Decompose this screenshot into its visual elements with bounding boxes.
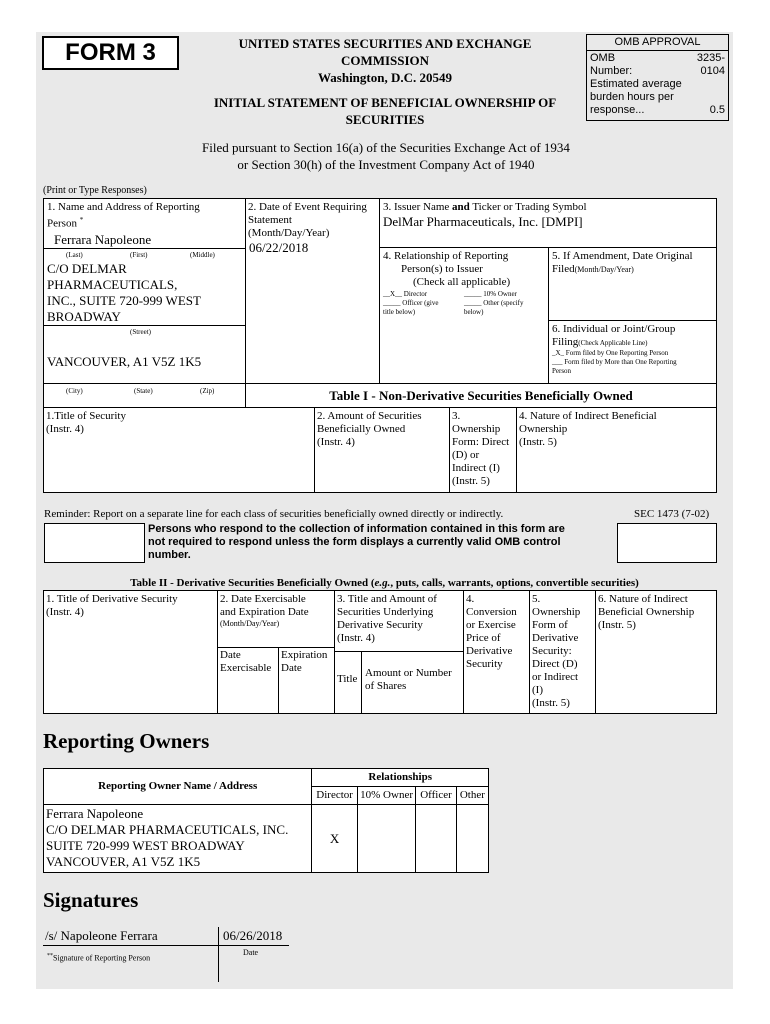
sig-label-text: Signature of Reporting Person bbox=[53, 953, 151, 963]
date-area bbox=[219, 927, 299, 982]
table1-col2-l3: (Instr. 4) bbox=[317, 436, 355, 448]
owner-ten-percent bbox=[357, 805, 416, 873]
table2-col3-l2: Securities Underlying bbox=[337, 606, 434, 618]
filed-line-2: or Section 30(h) of the Investment Company Act of 1940 bbox=[237, 157, 535, 172]
col-officer: Officer bbox=[416, 787, 456, 805]
notice-right-box bbox=[617, 523, 717, 563]
other-line-1: _____ Other (specify bbox=[464, 299, 524, 307]
table2-col5-l1: 5. bbox=[532, 593, 541, 605]
box4-label-2: Person(s) to Issuer bbox=[401, 263, 483, 275]
reporting-owners-table bbox=[43, 768, 489, 873]
owner-line-2: C/O DELMAR PHARMACEUTICALS, INC. bbox=[46, 822, 289, 837]
table2-col1 bbox=[46, 593, 178, 619]
table1-col4 bbox=[519, 410, 657, 449]
box6-filing bbox=[548, 320, 717, 384]
omb-title: OMB APPROVAL bbox=[587, 35, 728, 51]
table2-col2-l2: and Expiration Date bbox=[220, 606, 309, 618]
table2-col1-l2: (Instr. 4) bbox=[46, 606, 84, 618]
table2-col6 bbox=[598, 593, 694, 632]
table2-col4-l2: Conversion bbox=[466, 606, 517, 618]
table2-col4-l5: Derivative bbox=[466, 645, 513, 657]
col-ten-percent: 10% Owner bbox=[357, 787, 416, 805]
notice-line-2: not required to respond unless the form displays a currently valid OMB control bbox=[148, 536, 561, 548]
table2-col4 bbox=[466, 593, 517, 671]
table2-col2-small: (Month/Day/Year) bbox=[220, 619, 280, 628]
signature-value: /s/ Napoleone Ferrara bbox=[45, 928, 158, 943]
owner-line-1: Ferrara Napoleone bbox=[46, 806, 144, 821]
owner-officer bbox=[416, 805, 456, 873]
box6-option-1: _X_ Form filed by One Reporting Person bbox=[552, 349, 669, 357]
print-note: (Print or Type Responses) bbox=[43, 185, 147, 196]
box4-label-3: (Check all applicable) bbox=[413, 276, 511, 288]
box2-label-1: 2. Date of Event Requiring bbox=[248, 201, 367, 213]
table2-col5-l7: or Indirect bbox=[532, 671, 579, 683]
table2-col5-l8: (I) bbox=[532, 684, 543, 696]
form-page bbox=[36, 32, 733, 989]
sig-footnote: ** bbox=[47, 953, 53, 959]
owner-other bbox=[456, 805, 488, 873]
address-line-2: PHARMACEUTICALS, bbox=[47, 277, 178, 292]
box1-footnote: * bbox=[79, 216, 84, 224]
form-title: FORM 3 bbox=[65, 39, 156, 66]
table2-col2-l1: 2. Date Exercisable bbox=[220, 593, 306, 605]
table2-col5-l3: Form of bbox=[532, 619, 568, 631]
director-check: __X__ Director bbox=[383, 290, 428, 298]
label-city: (City) bbox=[66, 387, 83, 395]
label-state: (State) bbox=[134, 387, 153, 395]
table2-col6-l2: Beneficial Ownership bbox=[598, 606, 695, 618]
label-last: (Last) bbox=[66, 251, 83, 259]
omb-approval-box bbox=[586, 34, 729, 121]
table2-col5-l6: Direct (D) bbox=[532, 658, 578, 670]
omb-num-label: Number: bbox=[590, 65, 633, 77]
owner-row bbox=[44, 805, 489, 873]
table1-col3-l4: (D) or bbox=[452, 449, 480, 461]
col-other: Other bbox=[456, 787, 488, 805]
reporting-owners-heading: Reporting Owners bbox=[43, 729, 210, 753]
table2 bbox=[43, 590, 717, 714]
box5-label-1: 5. If Amendment, Date Original bbox=[552, 250, 693, 262]
omb-est-3: response... bbox=[590, 104, 645, 116]
omb-num-value: 0104 bbox=[700, 65, 725, 77]
officer-line-2: title below) bbox=[383, 308, 416, 316]
col-relationships: Relationships bbox=[312, 769, 489, 787]
box3-label-and: and bbox=[452, 201, 470, 213]
table2-col3-sub2-l1: Amount or Number bbox=[365, 667, 452, 679]
table2-col2-sub1 bbox=[220, 649, 271, 675]
other-line-2: below) bbox=[464, 308, 484, 316]
table1-col4-l1: 4. Nature of Indirect Beneficial bbox=[519, 410, 657, 422]
label-street: (Street) bbox=[130, 328, 151, 336]
owner-line-4: VANCOUVER, A1 V5Z 1K5 bbox=[46, 854, 201, 869]
table2-col5 bbox=[532, 593, 580, 710]
table2-col2-sub2-l2: Date bbox=[281, 662, 302, 674]
omb-number-value: 3235- bbox=[696, 52, 725, 64]
table2-col4-l1: 4. bbox=[466, 593, 475, 605]
owner-director-mark: X bbox=[312, 805, 357, 873]
box5-amendment bbox=[548, 247, 717, 321]
table2-col4-l6: Security bbox=[466, 658, 503, 670]
box1-label-2: Person bbox=[47, 217, 77, 230]
omb-est-1: Estimated average bbox=[590, 78, 682, 90]
date-label: Date bbox=[243, 948, 259, 957]
table2-col5-l5: Security: bbox=[532, 645, 572, 657]
table1-col4-l3: (Instr. 5) bbox=[519, 436, 557, 448]
box3-label-prefix: 3. Issuer Name bbox=[383, 201, 453, 213]
filed-line-1: Filed pursuant to Section 16(a) of the Securities Exchange Act of 1934 bbox=[202, 140, 570, 155]
box6-label-2: Filing bbox=[552, 336, 579, 348]
box6-option-2-a: ___ Form filed by More than One Reporting bbox=[552, 358, 677, 366]
reminder-text: Reminder: Report on a separate line for each class of securities beneficially owned directly or indirectly. bbox=[44, 508, 504, 520]
notice-left-box bbox=[44, 523, 145, 563]
table1-title: Table I - Non-Derivative Securities Beneficially Owned bbox=[245, 383, 717, 408]
table2-title-eg: e.g. bbox=[374, 577, 391, 589]
table2-col2-sub1-l2: Exercisable bbox=[220, 662, 272, 674]
officer-check bbox=[383, 299, 438, 317]
persons-notice bbox=[148, 523, 608, 562]
other-check bbox=[464, 299, 523, 317]
signature-area bbox=[43, 927, 219, 982]
table1-col4-l2: Ownership bbox=[519, 423, 568, 435]
box4-relationship bbox=[379, 247, 549, 384]
agency-line-2: COMMISSION bbox=[340, 53, 430, 68]
table2-col3-sub2-l2: of Shares bbox=[365, 680, 407, 692]
omb-est-2: burden hours per bbox=[590, 91, 674, 103]
table1-col3-l1: 3. bbox=[452, 410, 461, 422]
table2-col5-l4: Derivative bbox=[532, 632, 579, 644]
table2-col3 bbox=[337, 593, 437, 645]
table1-col3-l3: Form: Direct bbox=[452, 436, 510, 448]
address-line-3: INC., SUITE 720-999 WEST bbox=[47, 293, 201, 308]
box2-label-2: Statement bbox=[248, 214, 292, 226]
table1-col3 bbox=[452, 410, 509, 488]
box2-label-3: (Month/Day/Year) bbox=[248, 227, 330, 239]
table2-title bbox=[36, 577, 733, 590]
table2-col6-l1: 6. Nature of Indirect bbox=[598, 593, 688, 605]
owner-line-3: SUITE 720-999 WEST BROADWAY bbox=[46, 838, 245, 853]
box6-option-2-b: Person bbox=[552, 367, 572, 375]
city-state-zip: VANCOUVER, A1 V5Z 1K5 bbox=[47, 354, 202, 369]
table2-col6-l3: (Instr. 5) bbox=[598, 619, 636, 631]
event-date: 06/22/2018 bbox=[249, 240, 309, 255]
table1-col2 bbox=[317, 410, 422, 449]
table2-col3-l3: Derivative Security bbox=[337, 619, 423, 631]
box2-event-date bbox=[245, 198, 380, 384]
owner-name-address bbox=[44, 805, 312, 873]
agency-line-1: UNITED STATES SECURITIES AND EXCHANGE bbox=[238, 36, 532, 51]
notice-line-3: number. bbox=[148, 549, 191, 561]
reporting-person-address bbox=[47, 261, 201, 325]
statement-title bbox=[186, 95, 584, 127]
filed-pursuant bbox=[136, 139, 636, 173]
table1-col2-l1: 2. Amount of Securities bbox=[317, 410, 422, 422]
agency-header bbox=[196, 36, 574, 85]
officer-line-1: _____ Officer (give bbox=[383, 299, 439, 307]
table2-col3-l1: 3. Title and Amount of bbox=[337, 593, 437, 605]
ten-percent-check: _____ 10% Owner bbox=[464, 290, 517, 298]
col-owner-name: Reporting Owner Name / Address bbox=[44, 769, 312, 805]
table1-col1 bbox=[46, 410, 126, 436]
table2-col3-l4: (Instr. 4) bbox=[337, 632, 375, 644]
address-line-1: C/O DELMAR bbox=[47, 261, 127, 276]
table2-col1-l1: 1. Title of Derivative Security bbox=[46, 593, 178, 605]
box1-reporting-person bbox=[43, 198, 246, 408]
table1-col3-l6: (Instr. 5) bbox=[452, 475, 490, 487]
table2-col4-l3: or Exercise bbox=[466, 619, 516, 631]
box3-issuer bbox=[379, 198, 717, 248]
table2-col3-sub1: Title bbox=[337, 673, 358, 685]
address-line-4: BROADWAY bbox=[47, 309, 121, 324]
table2-col2-sub2 bbox=[281, 649, 327, 675]
label-first: (First) bbox=[130, 251, 148, 259]
table2-col5-l2: Ownership bbox=[532, 606, 581, 618]
table2-title-prefix: Table II - Derivative Securities Beneficially Owned ( bbox=[130, 577, 375, 589]
table1-col1-l2: (Instr. 4) bbox=[46, 423, 84, 435]
box5-label-2-small: (Month/Day/Year) bbox=[574, 265, 634, 274]
box3-label-suffix: Ticker or Trading Symbol bbox=[469, 201, 587, 213]
col-director: Director bbox=[312, 787, 357, 805]
omb-est-value: 0.5 bbox=[709, 104, 725, 116]
form-title-box bbox=[42, 36, 179, 70]
box5-label-2: Filed bbox=[552, 263, 575, 275]
table2-col3-sub2 bbox=[365, 667, 452, 693]
table2-col2-sub1-l1: Date bbox=[220, 649, 241, 661]
label-middle: (Middle) bbox=[190, 251, 215, 259]
signatures-heading: Signatures bbox=[43, 888, 139, 912]
box4-label-1: 4. Relationship of Reporting bbox=[383, 250, 509, 262]
table1 bbox=[43, 407, 717, 493]
table2-title-suffix: , puts, calls, warrants, options, convertible securities) bbox=[390, 577, 639, 589]
signature-label bbox=[47, 951, 150, 964]
sec-code: SEC 1473 (7-02) bbox=[634, 508, 710, 520]
table2-col2-sub2-l1: Expiration bbox=[281, 649, 328, 661]
table2-col5-l9: (Instr. 5) bbox=[532, 697, 570, 709]
issuer-name: DelMar Pharmaceuticals, Inc. [DMPI] bbox=[383, 214, 583, 229]
table2-col4-l4: Price of bbox=[466, 632, 501, 644]
table1-col1-l1: 1.Title of Security bbox=[46, 410, 126, 422]
table1-col2-l2: Beneficially Owned bbox=[317, 423, 406, 435]
table2-col2 bbox=[220, 593, 309, 629]
statement-line-1: INITIAL STATEMENT OF BENEFICIAL OWNERSHIP OF bbox=[213, 95, 557, 110]
box6-label-2-small: (Check Applicable Line) bbox=[578, 339, 648, 347]
omb-number-label: OMB bbox=[590, 52, 616, 64]
label-zip: (Zip) bbox=[200, 387, 215, 395]
box6-label-1: 6. Individual or Joint/Group bbox=[552, 323, 676, 335]
notice-line-1: Persons who respond to the collection of information contained in this form are bbox=[148, 523, 565, 535]
box1-label-1: 1. Name and Address of Reporting bbox=[47, 201, 200, 213]
table1-col3-l5: Indirect (I) bbox=[452, 462, 500, 474]
agency-line-3: Washington, D.C. 20549 bbox=[318, 70, 452, 85]
table1-col3-l2: Ownership bbox=[452, 423, 501, 435]
reporting-person-name: Ferrara Napoleone bbox=[54, 232, 152, 247]
signature-date: 06/26/2018 bbox=[223, 928, 283, 943]
statement-line-2: SECURITIES bbox=[345, 112, 425, 127]
